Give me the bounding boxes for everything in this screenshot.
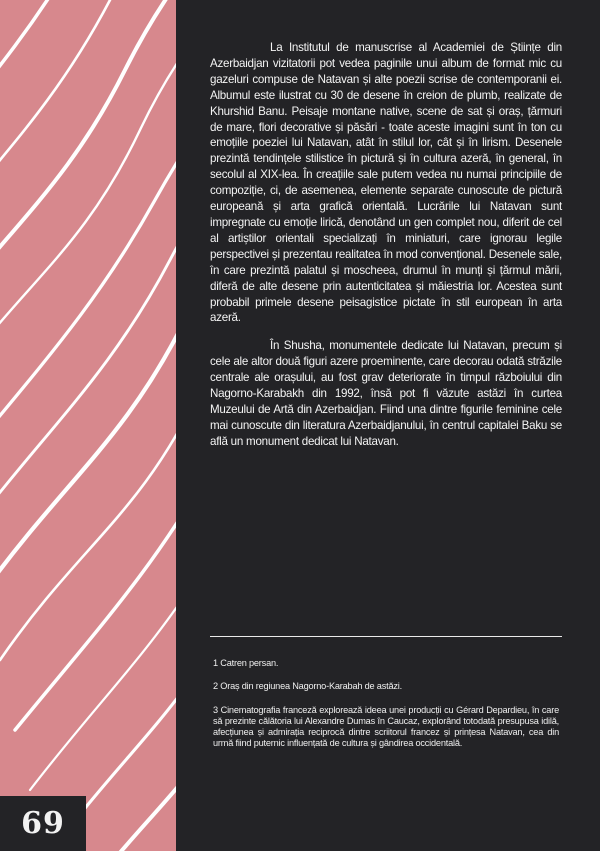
- footnote: 1 Catren persan.: [213, 658, 279, 668]
- wave-pattern: [0, 0, 176, 851]
- footnote-divider: [210, 636, 562, 637]
- footnotes: [213, 658, 559, 762]
- wave-line: [0, 0, 176, 470]
- wave-line: [15, 170, 176, 730]
- footnote: 3 Cinematografia franceză explorează ideea unei producții cu Gérard Depardieu, în care să prezinte călătoria lui Alexandre Dumas în Caucaz, explorând totodată presupusa idilă, afecțiunea și admirația reciprocă dintre scriitorul francez și prințesa Natavan, cea din urmă fiind puternic influențată de cultura și gândirea occidentală.: [213, 704, 559, 749]
- page-number-box: [0, 796, 86, 851]
- wave-line: [0, 0, 176, 340]
- wave-line: [0, 0, 176, 100]
- wave-line: [0, 30, 176, 590]
- body-paragraph: În Shusha, monumentele dedicate lui Natavan, precum și cele ale altor două figuri azere proeminente, care decorau odată străzile centrale ale orașului, au fost grav deteriorate în timpul războiului din Nagorno-Karabakh din 1992, însă pot fi văzute astăzi în curtea Muzeului de Artă din Azerbaidjan. Fiind una dintre figurile feminine cele mai cunoscute din literatura Azerbaidjanului, în centrul capitalei Baku se află un monument dedicat lui Natavan.: [210, 339, 562, 448]
- wave-line: [60, 370, 176, 851]
- page-number: 69: [21, 806, 65, 841]
- wave-line: [30, 230, 176, 790]
- footnote: 2 Oraș din regiunea Nagorno-Karabah de astăzi.: [213, 681, 402, 692]
- wave-line: [0, 0, 176, 530]
- wave-line: [0, 0, 176, 200]
- main-text-column: [210, 40, 562, 458]
- decorative-side-panel: [0, 0, 176, 851]
- body-paragraph: La Institutul de manuscrise al Academiei de Științe din Azerbaidjan vizitatorii pot vedea paginile unui album de format mic cu gazeluri compuse de Natavan și alte poezii scrise de contemporanii ei. Albumul este ilustrat cu 30 de desene în creion de plumb, realizate de Khurshid Banu. Peisaje montane native, scene de sat și oraș, țărmuri de mare, flori decorative și păsări - toate aceste imagini sunt în ton cu emoțiile poeziei lui Natavan, atât în stilul lor, cât și în lirism. Desenele prezintă tendințele stilistice în pictură și în cultura azeră, în general, în secolul al XIX-lea. În creațiile sale putem vedea nu numai principiile de compoziție, ci, de asemenea, elemente separate cunoscute de pictură europeană și arta grafică orientală. Lucrările lui Natavan sunt impregnate cu emoție lirică, denotând un gen complet nou, diferit de cel al artiștilor orientali specializați în miniaturi, care ignorau legile perspectivei și prezentau realitatea în mod convențional. Desenele sale, în care prezintă palatul și moscheea, drumul în munți și țărmul mării, diferă de alte desene prin autenticitatea și măiestria lor. Acestea sunt probabil primele desene peisagistice pictate în stil european în arta azeră.: [210, 41, 562, 325]
- wave-line: [0, 0, 176, 400]
